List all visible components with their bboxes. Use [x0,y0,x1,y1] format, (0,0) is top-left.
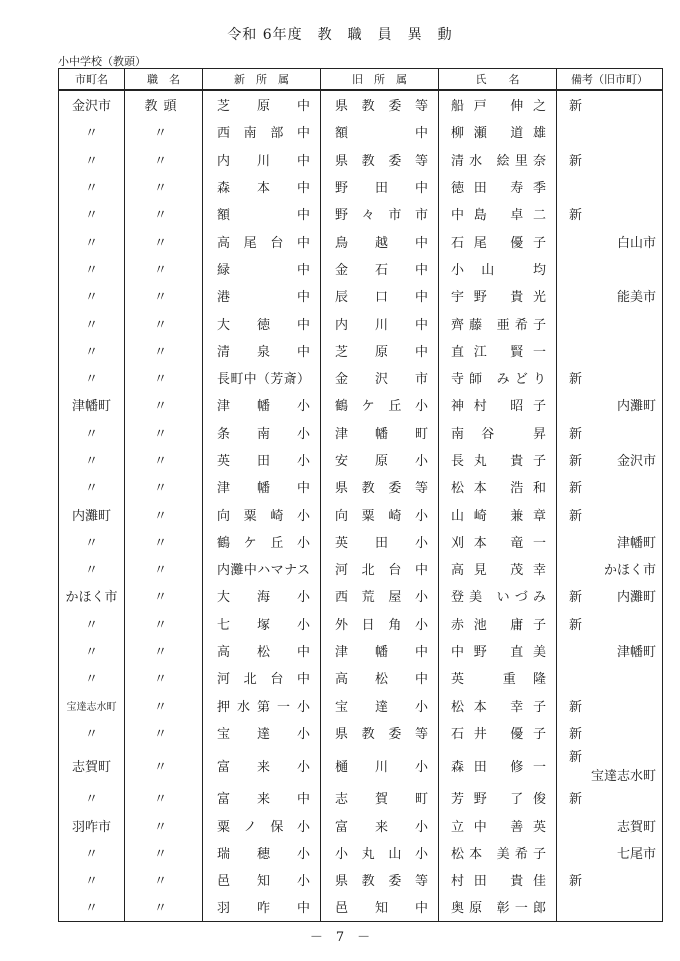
cell-name: 宇野 貴光 [439,282,557,309]
cell-job: 〃 [125,719,203,746]
cell-job: 〃 [125,637,203,664]
cell-job: 〃 [125,811,203,838]
header-city: 市町名 [59,69,125,91]
new-flag: 新 [569,699,583,715]
cell-job: 〃 [125,282,203,309]
table-row [59,582,663,609]
cell-new-school: 緑中 [203,255,321,282]
cell-note [557,227,663,254]
table-row [59,719,663,746]
cell-old-school: 芝原中 [321,337,439,364]
cell-new-school: 条南小 [203,419,321,446]
table-row [59,555,663,582]
cell-note [557,555,663,582]
cell-note [557,419,663,446]
cell-job: 〃 [125,227,203,254]
cell-name: 中島 卓二 [439,200,557,227]
cell-job: 〃 [125,146,203,173]
new-flag: 新 [569,153,583,169]
cell-old-school: 邑知中 [321,893,439,921]
table-row [59,446,663,473]
new-flag: 新 [569,481,583,497]
cell-note [557,866,663,893]
cell-name: 刈本 竜一 [439,528,557,555]
cell-new-school: 邑知小 [203,866,321,893]
cell-name: 小山 均 [439,255,557,282]
cell-old-school: 宝達小 [321,692,439,719]
cell-job: 教頭 [125,90,203,118]
cell-job: 〃 [125,364,203,391]
cell-old-school: 安原小 [321,446,439,473]
cell-job: 〃 [125,500,203,527]
previous-municipality: 内灘町 [616,590,656,606]
cell-old-school: 辰口中 [321,282,439,309]
cell-new-school: 内灘中ハマナス [203,555,321,582]
previous-municipality: 内灘町 [616,399,656,415]
cell-note [557,146,663,173]
cell-job: 〃 [125,391,203,418]
new-flag: 新 [569,208,583,224]
cell-new-school: 額中 [203,200,321,227]
cell-name: 柳瀬 道雄 [439,118,557,145]
cell-job: 〃 [125,528,203,555]
cell-city: 〃 [59,118,125,145]
cell-new-school: 富来小 [203,746,321,784]
cell-city: 羽咋市 [59,811,125,838]
cell-name: 英 重隆 [439,664,557,691]
cell-note [557,582,663,609]
header-job: 職 名 [125,69,203,91]
cell-new-school: 大徳中 [203,309,321,336]
previous-municipality: 白山市 [616,235,656,251]
cell-note [557,746,663,784]
cell-old-school: 野々市市 [321,200,439,227]
cell-job: 〃 [125,118,203,145]
new-flag: 新 [569,426,583,442]
cell-job: 〃 [125,610,203,637]
cell-note [557,337,663,364]
table-row [59,866,663,893]
cell-new-school: 鶴ケ丘小 [203,528,321,555]
cell-city: 〃 [59,173,125,200]
cell-city: 〃 [59,555,125,582]
table-body [59,90,663,921]
cell-city: 〃 [59,839,125,866]
cell-note [557,719,663,746]
cell-note [557,500,663,527]
cell-old-school: 県教委等 [321,146,439,173]
cell-name: 松本 美希子 [439,839,557,866]
cell-old-school: 額中 [321,118,439,145]
new-flag: 新 [569,792,583,808]
table-row [59,746,663,784]
cell-new-school: 西南部中 [203,118,321,145]
table-row [59,784,663,811]
cell-city: 〃 [59,610,125,637]
cell-note [557,893,663,921]
cell-old-school: 高松中 [321,664,439,691]
cell-note [557,528,663,555]
cell-note [557,664,663,691]
cell-old-school: 樋川小 [321,746,439,784]
cell-city: 〃 [59,893,125,921]
cell-new-school: 押水第一小 [203,692,321,719]
cell-old-school: 向粟崎小 [321,500,439,527]
cell-new-school: 森本中 [203,173,321,200]
cell-old-school: 富来小 [321,811,439,838]
cell-new-school: 羽咋中 [203,893,321,921]
cell-new-school: 津幡中 [203,473,321,500]
cell-city: 〃 [59,419,125,446]
cell-old-school: 津幡町 [321,419,439,446]
cell-old-school: 外日角小 [321,610,439,637]
cell-old-school: 小丸山小 [321,839,439,866]
cell-city: 〃 [59,146,125,173]
new-flag: 新 [569,508,583,524]
cell-note [557,364,663,391]
cell-new-school: 七塚小 [203,610,321,637]
cell-name: 清水 絵里奈 [439,146,557,173]
cell-note [557,811,663,838]
table-row [59,173,663,200]
cell-job: 〃 [125,664,203,691]
table-row [59,364,663,391]
cell-city: 宝達志水町 [59,692,125,719]
cell-old-school: 金石中 [321,255,439,282]
cell-job: 〃 [125,893,203,921]
cell-name: 松本 幸子 [439,692,557,719]
cell-old-school: 河北台中 [321,555,439,582]
cell-job: 〃 [125,419,203,446]
cell-name: 村田 貴佳 [439,866,557,893]
cell-city: 〃 [59,200,125,227]
cell-new-school: 英田小 [203,446,321,473]
cell-old-school: 志賀町 [321,784,439,811]
table-row [59,90,663,118]
cell-name: 高見 茂幸 [439,555,557,582]
cell-city: 金沢市 [59,90,125,118]
cell-old-school: 内川中 [321,309,439,336]
new-flag: 新 [569,454,583,469]
personnel-table [58,68,663,922]
cell-old-school: 野田中 [321,173,439,200]
header-new-school: 新 所 属 [203,69,321,91]
table-row [59,146,663,173]
cell-new-school: 高松中 [203,637,321,664]
cell-job: 〃 [125,337,203,364]
cell-new-school: 港中 [203,282,321,309]
cell-name: 徳田 寿季 [439,173,557,200]
cell-note [557,200,663,227]
cell-job: 〃 [125,582,203,609]
new-flag: 新 [569,99,583,115]
cell-new-school: 粟ノ保小 [203,811,321,838]
table-row [59,282,663,309]
table-row [59,227,663,254]
cell-old-school: 県教委等 [321,719,439,746]
cell-city: 〃 [59,255,125,282]
header-note: 備考（旧市町） [557,69,663,91]
table-row [59,664,663,691]
new-flag: 新 [569,726,583,742]
cell-city: 〃 [59,446,125,473]
cell-new-school: 高尾台中 [203,227,321,254]
cell-old-school: 県教委等 [321,90,439,118]
cell-note [557,637,663,664]
cell-note [557,784,663,811]
cell-new-school: 長町中（芳斎） [203,364,321,391]
cell-job: 〃 [125,173,203,200]
cell-name: 赤池 庸子 [439,610,557,637]
cell-job: 〃 [125,446,203,473]
cell-new-school: 宝達小 [203,719,321,746]
page-number: － 7 － [309,930,371,945]
cell-job: 〃 [125,784,203,811]
cell-name: 寺師 みどり [439,364,557,391]
new-flag: 新 [569,750,583,766]
table-row [59,500,663,527]
previous-municipality: 津幡町 [616,535,656,551]
cell-city: 内灘町 [59,500,125,527]
cell-city: 津幡町 [59,391,125,418]
previous-municipality: 能美市 [616,290,656,306]
cell-name: 登美 いづみ [439,582,557,609]
table-row [59,200,663,227]
cell-job: 〃 [125,555,203,582]
table-row [59,893,663,921]
cell-name: 南谷 昇 [439,419,557,446]
cell-name: 石井 優子 [439,719,557,746]
cell-name: 森田 修一 [439,746,557,784]
cell-new-school: 内川中 [203,146,321,173]
cell-name: 長丸 貴子 [439,446,557,473]
cell-old-school: 英田小 [321,528,439,555]
cell-city: 〃 [59,309,125,336]
cell-old-school: 鶴ケ丘小 [321,391,439,418]
cell-note [557,118,663,145]
cell-new-school: 河北台中 [203,664,321,691]
cell-new-school: 芝原中 [203,90,321,118]
cell-name: 立中 善英 [439,811,557,838]
cell-city: 〃 [59,719,125,746]
table-row [59,255,663,282]
cell-name: 神村 昭子 [439,391,557,418]
previous-municipality: 宝達志水町 [590,769,656,785]
cell-name: 齊藤 亜希子 [439,309,557,336]
cell-job: 〃 [125,255,203,282]
cell-name: 奥原 彰一郎 [439,893,557,921]
new-flag: 新 [569,372,583,388]
new-flag: 新 [569,874,583,890]
cell-city: 〃 [59,227,125,254]
cell-note [557,90,663,118]
cell-job: 〃 [125,309,203,336]
cell-city: 〃 [59,364,125,391]
cell-new-school: 富来中 [203,784,321,811]
cell-note [557,309,663,336]
cell-city: 〃 [59,282,125,309]
cell-old-school: 鳥越中 [321,227,439,254]
cell-note [557,391,663,418]
page-title: 令和 6年度 教 職 員 異 動 [227,27,453,43]
cell-note [557,692,663,719]
cell-note [557,173,663,200]
cell-note [557,255,663,282]
cell-new-school: 大海小 [203,582,321,609]
cell-note [557,282,663,309]
section-label: 小中学校（教頭） [58,55,146,68]
cell-new-school: 清泉中 [203,337,321,364]
cell-name: 松本 浩和 [439,473,557,500]
cell-city: 〃 [59,784,125,811]
previous-municipality: 金沢市 [616,454,656,469]
cell-note [557,610,663,637]
previous-municipality: 津幡町 [616,645,656,661]
table-row [59,528,663,555]
cell-note [557,839,663,866]
new-flag: 新 [569,617,583,633]
table-row [59,839,663,866]
cell-name: 船戸 伸之 [439,90,557,118]
cell-job: 〃 [125,473,203,500]
table-row [59,473,663,500]
cell-city: 〃 [59,337,125,364]
cell-name: 山崎 兼章 [439,500,557,527]
previous-municipality: かほく市 [603,563,656,579]
table-row [59,337,663,364]
cell-city: かほく市 [59,582,125,609]
cell-old-school: 津幡中 [321,637,439,664]
table-row [59,610,663,637]
cell-new-school: 津幡小 [203,391,321,418]
cell-job: 〃 [125,692,203,719]
table-row [59,391,663,418]
cell-city: 志賀町 [59,746,125,784]
table-row [59,309,663,336]
header-old-school: 旧 所 属 [321,69,439,91]
cell-job: 〃 [125,746,203,784]
cell-city: 〃 [59,664,125,691]
cell-city: 〃 [59,473,125,500]
cell-city: 〃 [59,866,125,893]
cell-old-school: 金沢市 [321,364,439,391]
cell-old-school: 西荒屋小 [321,582,439,609]
previous-municipality: 志賀町 [616,819,656,835]
cell-note [557,473,663,500]
cell-name: 直江 賢一 [439,337,557,364]
cell-old-school: 県教委等 [321,473,439,500]
cell-name: 中野 直美 [439,637,557,664]
cell-name: 芳野 了俊 [439,784,557,811]
table-row [59,692,663,719]
table-row [59,637,663,664]
table-header-row [59,69,663,91]
table-row [59,118,663,145]
table-row [59,419,663,446]
table-row [59,811,663,838]
cell-name: 石尾 優子 [439,227,557,254]
previous-municipality: 七尾市 [616,846,656,862]
cell-note [557,446,663,473]
cell-job: 〃 [125,839,203,866]
header-name: 氏 名 [439,69,557,91]
new-flag: 新 [569,590,583,606]
cell-new-school: 瑞穂小 [203,839,321,866]
cell-old-school: 県教委等 [321,866,439,893]
cell-job: 〃 [125,866,203,893]
cell-city: 〃 [59,637,125,664]
cell-new-school: 向粟崎小 [203,500,321,527]
cell-job: 〃 [125,200,203,227]
cell-city: 〃 [59,528,125,555]
